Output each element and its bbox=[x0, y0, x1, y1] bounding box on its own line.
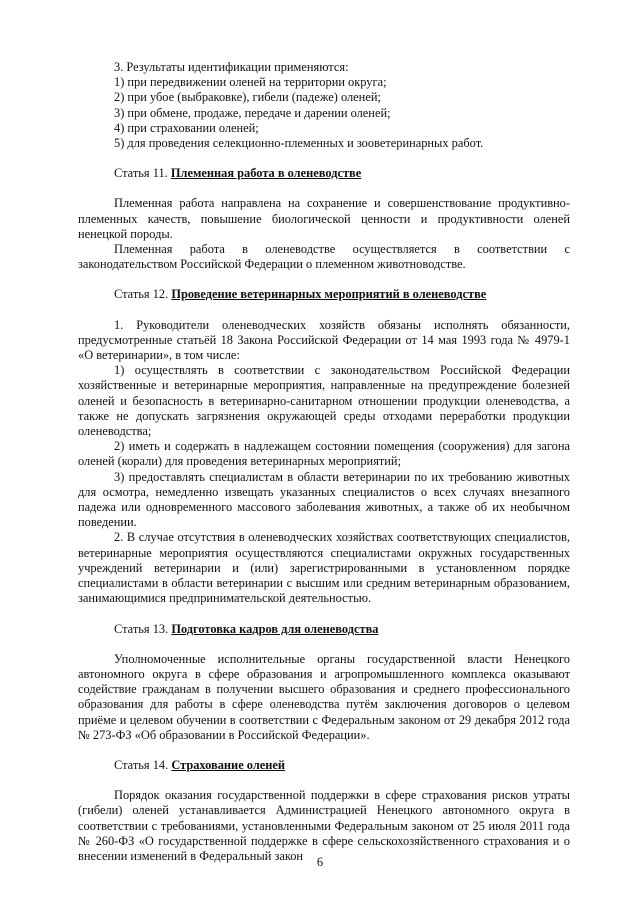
document-page bbox=[78, 60, 570, 864]
article-title: Проведение ветеринарных мероприятий в оленеводстве bbox=[171, 287, 487, 302]
paragraph: Племенная работа в оленеводстве осуществляется в соответствии с законодательством Российской Федерации о племенном животноводстве. bbox=[78, 242, 570, 272]
article-title: Племенная работа в оленеводстве bbox=[170, 166, 362, 181]
article-prefix: Статья 12. bbox=[114, 287, 169, 302]
identification-list bbox=[78, 60, 570, 151]
paragraph: 2. В случае отсутствия в оленеводческих хозяйствах соответствующих специалистов, ветеринарные мероприятия осуществляются специалистами окружных государственных учреждений ветеринарии и (или) зарегистрированными в установленном порядке специалистами в области ветеринарии с высшим или средним ветеринарным образованием, занимающимися предпринимательской деятельностью. bbox=[78, 530, 570, 606]
list-intro: 3. Результаты идентификации применяются: bbox=[114, 60, 349, 74]
list-item: 3) при обмене, продаже, передаче и дарении оленей; bbox=[114, 105, 391, 120]
article-14-heading bbox=[78, 758, 570, 773]
list-item: 4) при страховании оленей; bbox=[114, 120, 259, 135]
paragraph: Уполномоченные исполнительные органы государственной власти Ненецкого автономного округа в сфере образования и агропромышленного комплекса оказывают содействие гражданам в получении высшего образования и среднего профессионального образования для работы в сфере оленеводства путём заключения договоров о целевом приёме и целевом обучении в соответствии с Федеральным законом от 29 декабря 2012 года № 273-ФЗ «Об образовании в Российской Федерации». bbox=[78, 651, 570, 742]
article-prefix: Статья 13. bbox=[114, 621, 169, 636]
list-item: 1) при передвижении оленей на территории округа; bbox=[114, 75, 387, 90]
article-prefix: Статья 11. bbox=[114, 166, 168, 181]
paragraph: 2) иметь и содержать в надлежащем состоянии помещения (сооружения) для загона оленей (корали) для проведения ветеринарных мероприятий; bbox=[78, 439, 570, 469]
article-title: Подготовка кадров для оленеводства bbox=[171, 621, 379, 636]
page-number: 6 bbox=[316, 855, 324, 869]
article-13-heading bbox=[78, 622, 570, 637]
paragraph: 1. Руководители оленеводческих хозяйств обязаны исполнять обязанности, предусмотренные статьёй 18 Закона Российской Федерации от 14 мая 1993 года № 4979-1 «О ветеринарии», в том числе: bbox=[78, 317, 570, 363]
paragraph: Племенная работа направлена на сохранение и совершенствование продуктивно-племенных качеств, повышение биологической ценности и продуктивности оленей ненецкой породы. bbox=[78, 196, 570, 241]
list-item: 2) при убое (выбраковке), гибели (падеже) оленей; bbox=[114, 90, 381, 105]
article-title: Страхование оленей bbox=[171, 757, 286, 772]
article-prefix: Статья 14. bbox=[114, 757, 169, 772]
list-item: 5) для проведения селекционно-племенных и зооветеринарных работ. bbox=[114, 136, 484, 151]
article-12-heading bbox=[78, 287, 570, 302]
paragraph: 1) осуществлять в соответствии с законодательством Российской Федерации хозяйственные и ветеринарные мероприятия, направленные на предупреждение болезней оленей и безопасность в ветеринарно-санитарном отношении продукции оленеводства, а также не допускать загрязнения окружающей среды отходами переработки продукции оленеводства; bbox=[78, 363, 570, 439]
article-11-heading bbox=[78, 166, 570, 181]
paragraph: 3) предоставлять специалистам в области ветеринарии по их требованию животных для осмотра, немедленно извещать указанных специалистов о всех случаях внезапного падежа или одновременного массового заболевания животных, а также об их необычном поведении. bbox=[78, 469, 570, 530]
paragraph: Порядок оказания государственной поддержки в сфере страхования рисков утраты (гибели) оленей устанавливается Администрацией Ненецкого автономного округа в соответствии с требованиями, установленными Федеральным законом от 25 июля 2011 года № 260-ФЗ «О государственной поддержке в сфере сельскохозяйственного страхования и о внесении изменений в Федеральный закон bbox=[78, 788, 570, 863]
